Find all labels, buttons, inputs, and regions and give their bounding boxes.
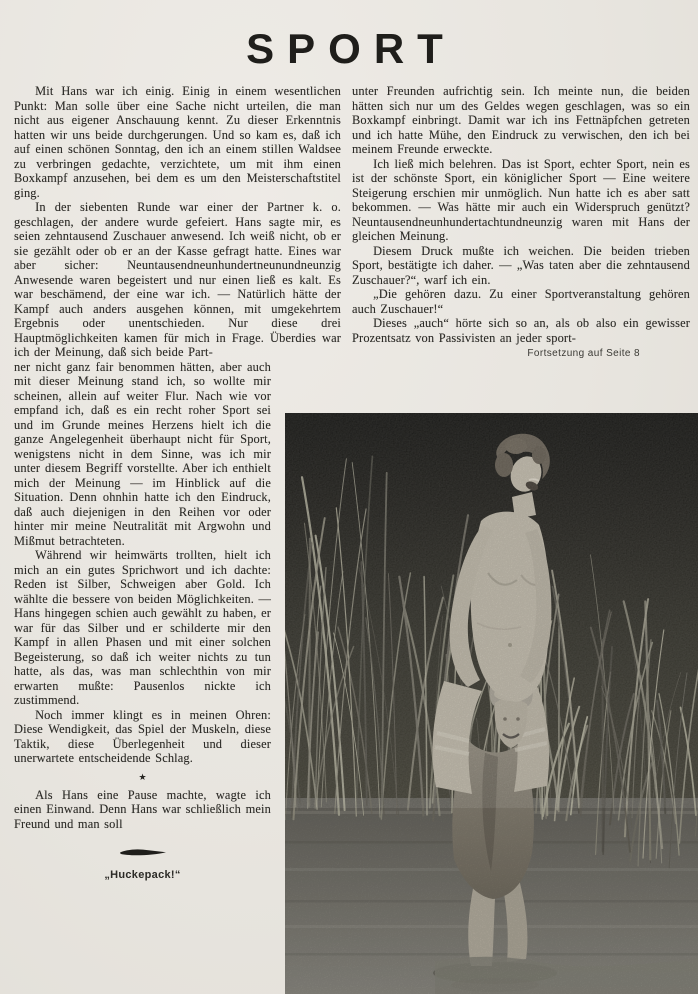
article-paragraph: Als Hans eine Pause machte, wagte ich einen Einwand. Denn Hans war schließlich mein Freund und man soll (14, 787, 271, 831)
photo-huckepack (285, 413, 698, 994)
article-paragraph: „Die gehören dazu. Zu einer Sportveranstaltung gehören auch Zuschauer!“ (352, 287, 690, 316)
article-paragraph: unter Freunden aufrichtig sein. Ich meinte nun, die beiden hätten sich nur um des Geldes wegen geschlagen, was so ein Boxkampf einbringt. Damit war ich ins Fettnäpfchen getreten und ich hatte Mühe, den Eindruck zu verwischen, den ich bei meinem Freunde erweckte. (352, 84, 690, 156)
article-paragraph: ner nicht ganz fair benommen hätten, aber auch mit dieser Meinung stand ich, so wollte mir scheinen, allein auf weiter Flur. Nach wie vor empfand ich, daß es ein recht roher Sport sei und im Grunde meines Herzens hielt ich die ganze Angelegenheit überhaupt nicht für Sport, wenigstens nicht in dem Sinne, was ich mir unter diesem Begriff vorstellte. Aber ich enthielt mich der Meinung — im Hinblick auf die Situation. Denn ohnhin hatte ich den Eindruck, daß auch diejenigen in den Reihen vor oder hinter mir meine Neutralität mit Argwohn und Mißmut betrachteten. (14, 359, 271, 548)
photo-caption: „Huckepack!“ (104, 869, 181, 881)
page-title: SPORT (246, 25, 456, 72)
ornament-dash-icon (14, 844, 271, 862)
continuation-note: Fortsetzung auf Seite 8 (527, 348, 640, 359)
right-column (352, 84, 690, 359)
article-paragraph: Mit Hans war ich einig. Einig in einem wesentlichen Punkt: Man solle über eine Sache nicht urteilen, die man nicht aus eigener Anschauung kennt. Zu dieser Erkenntnis hatten wir uns beide durchgerungen. Und so kam es, daß ich auf einen schönen Sonntag, den ich an einem stillen Waldsee zu verbringen gedachte, verzichtete, um mit ihm einen Boxkampf anzusehen, bei dem es um den Meisterschaftstitel ging. (14, 84, 341, 200)
article-paragraph: Dieses „auch“ hörte sich so an, als ob also ein gewisser Prozentsatz von Passivisten an jeder sport- (352, 316, 690, 345)
article-paragraph: Noch immer klingt es in meinen Ohren: Diese Wendigkeit, das Spiel der Muskeln, diese Taktik, diese Überlegenheit und dieser unerwartete entscheidende Schlag. (14, 707, 271, 765)
article-paragraph: Während wir heimwärts trollten, hielt ich mich an ein gutes Sprichwort und ich dachte: Reden ist Silber, Schweigen aber Gold. Ich wählte die bessere von beiden Möglichkeiten. — Hans hingegen schien auch gewählt zu haben, er war für das Silber und er schilderte mir den Kampf in allen Phasen und mit einer solchen Begeisterung, so daß ich weiter nichts zu tun hatte, als das, was man schlechthin von mir erwarten mußte: Pausenlos nickte ich zustimmend. (14, 548, 271, 707)
star-separator-icon: ★ (138, 771, 147, 782)
article-paragraph: In der siebenten Runde war einer der Partner k. o. geschlagen, der andere wurde gefeiert. Hans sagte mir, es seien zehntausend Zuschauer anwesend. Ich weiß nicht, ob er sie gezählt oder ob er an der Kasse gefragt hatte. Eines war aber sicher: Neuntausendneunhundertneunundneunzig Anwesende waren begeistert und nur einen ließ es kalt. Es war beschämend, der eine war ich. — Natürlich hätte der Kampf auch anders ausgehen können, mit umgekehrtem Ergebnis oder unentschieden. Nur diese drei Hauptmöglichkeiten kamen für mich in Frage. Überdies war ich der Meinung, daß sich beide Part- (14, 200, 341, 359)
article-paragraph: Diesem Druck mußte ich weichen. Die beiden trieben Sport, bestätigte ich daher. — „Was taten aber die zehntausend Zuschauer?“, warf ich ein. (352, 243, 690, 287)
article-paragraph: Ich ließ mich belehren. Das ist Sport, echter Sport, nein es ist der schönste Sport, ein königlicher Sport — Eine weitere Steigerung erschien mir unmöglich. Nun hatte ich es aber satt bekommen. — Was hätte mir auch ein Widerspruch genützt? Neuntausendneunhundertachtundneunzig waren mit Hans der gleichen Meinung. (352, 156, 690, 243)
